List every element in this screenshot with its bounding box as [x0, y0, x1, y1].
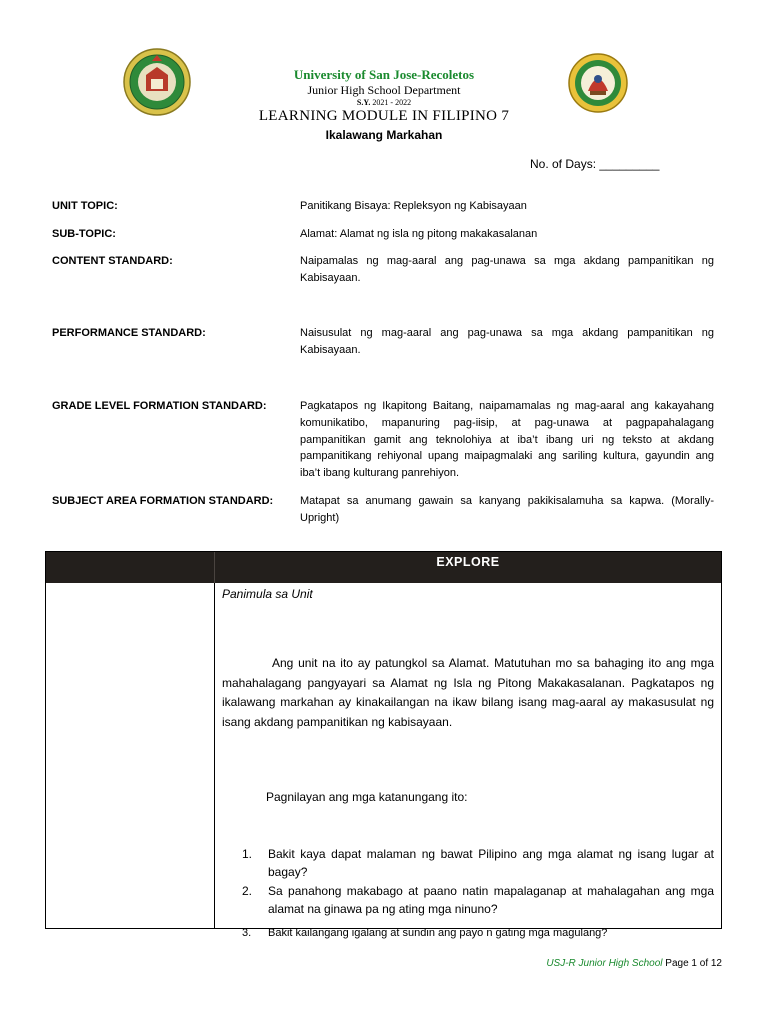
school-year-value: 2021 - 2022 — [372, 98, 412, 107]
unit-topic-value: Panitikang Bisaya: Repleksyon ng Kabisayaan — [300, 200, 527, 212]
reflection-prompt: Pagnilayan ang mga katanungang ito: — [266, 790, 468, 804]
question-text: Bakit kaya dapat malaman ng bawat Pilipino ang mga alamat ng isang lugar at bagay? — [268, 847, 714, 879]
list-item — [242, 846, 714, 881]
grade-level-standard-value: Pagkatapos ng Ikapitong Baitang, naipamamalas ng mag-aaral ang kakayahang komunikatibo, mapanuring pag-iisip, at pag-unawa at pagpapahalagang pampanitikan gamit ang teknolohiya at iba’t ibang uri ng teksto at akdang pampanitikang rehiyonal upang maipagmalaki ang sariling kultura, gayundin ang iba’t ibang kulturang panrehiyon. — [300, 400, 714, 480]
number-of-days: No. of Days: _________ — [530, 157, 660, 171]
explore-table-header — [46, 552, 721, 583]
grade-level-standard-label: GRADE LEVEL FORMATION STANDARD: — [52, 400, 267, 412]
footer-school-name: USJ-R Junior High School — [546, 958, 663, 969]
content-standard-value: Naipamalas ng mag-aaral ang pag-unawa sa mga akdang pampanitikan ng Kabisayaan. — [300, 255, 714, 284]
university-name: University of San Jose-Recoletos — [293, 67, 475, 82]
question-text: Sa panahong makabago at paano natin mapalaganap at mahalagahan ang mga alamat na ginawa pa ng ating mga ninuno? — [268, 884, 714, 916]
subject-area-standard-label: SUBJECT AREA FORMATION STANDARD: — [52, 495, 274, 507]
question-number: 1. — [242, 847, 253, 861]
sub-topic-label: SUB-TOPIC: — [52, 228, 116, 240]
unit-topic-label: UNIT TOPIC: — [52, 200, 118, 212]
explore-heading: EXPLORE — [436, 555, 500, 569]
column-divider — [214, 583, 215, 928]
school-year-label: S.Y. — [356, 98, 371, 107]
list-item — [242, 925, 714, 943]
list-item — [242, 883, 714, 918]
question-number: 3. — [242, 927, 252, 939]
question-text: Bakit kailangang igalang at sundin ang payo n gating mga magulang? — [268, 927, 608, 939]
performance-standard-label: PERFORMANCE STANDARD: — [52, 327, 206, 339]
page-footer — [546, 958, 722, 969]
sub-topic-value: Alamat: Alamat ng isla ng pitong makakasalanan — [300, 228, 538, 240]
quarter-label: Ikalawang Markahan — [325, 128, 443, 142]
subject-area-standard-value: Matapat sa anumang gawain sa kanyang pakikisalamuha sa kapwa. (Morally-Upright) — [300, 495, 714, 524]
content-standard-label: CONTENT STANDARD: — [52, 255, 173, 267]
explore-table — [45, 551, 722, 939]
unit-intro-paragraph: Ang unit na ito ay patungkol sa Alamat. Matutuhan mo sa bahaging ito ang mga mahahalagang pangyayari sa Alamat ng Isla ng Pitong Makakasalanan. Pagkatapos ng ikalawang markahan ay kinakailangan na ikaw bilang isang mag-aaral ay makasusulat ng isang akdang pampanitikan ng kabisayaan. — [222, 656, 714, 729]
unit-intro-label: Panimula sa Unit — [222, 587, 313, 601]
page-number: Page 1 of 12 — [665, 958, 722, 969]
school-year — [0, 98, 768, 107]
question-number: 2. — [242, 884, 253, 898]
module-title: LEARNING MODULE IN FILIPINO 7 — [258, 108, 510, 124]
question-list — [242, 846, 714, 945]
performance-standard-value: Naisusulat ng mag-aaral ang pag-unawa sa mga akdang pampanitikan ng Kabisayaan. — [300, 327, 714, 356]
department-name: Junior High School Department — [307, 83, 461, 97]
